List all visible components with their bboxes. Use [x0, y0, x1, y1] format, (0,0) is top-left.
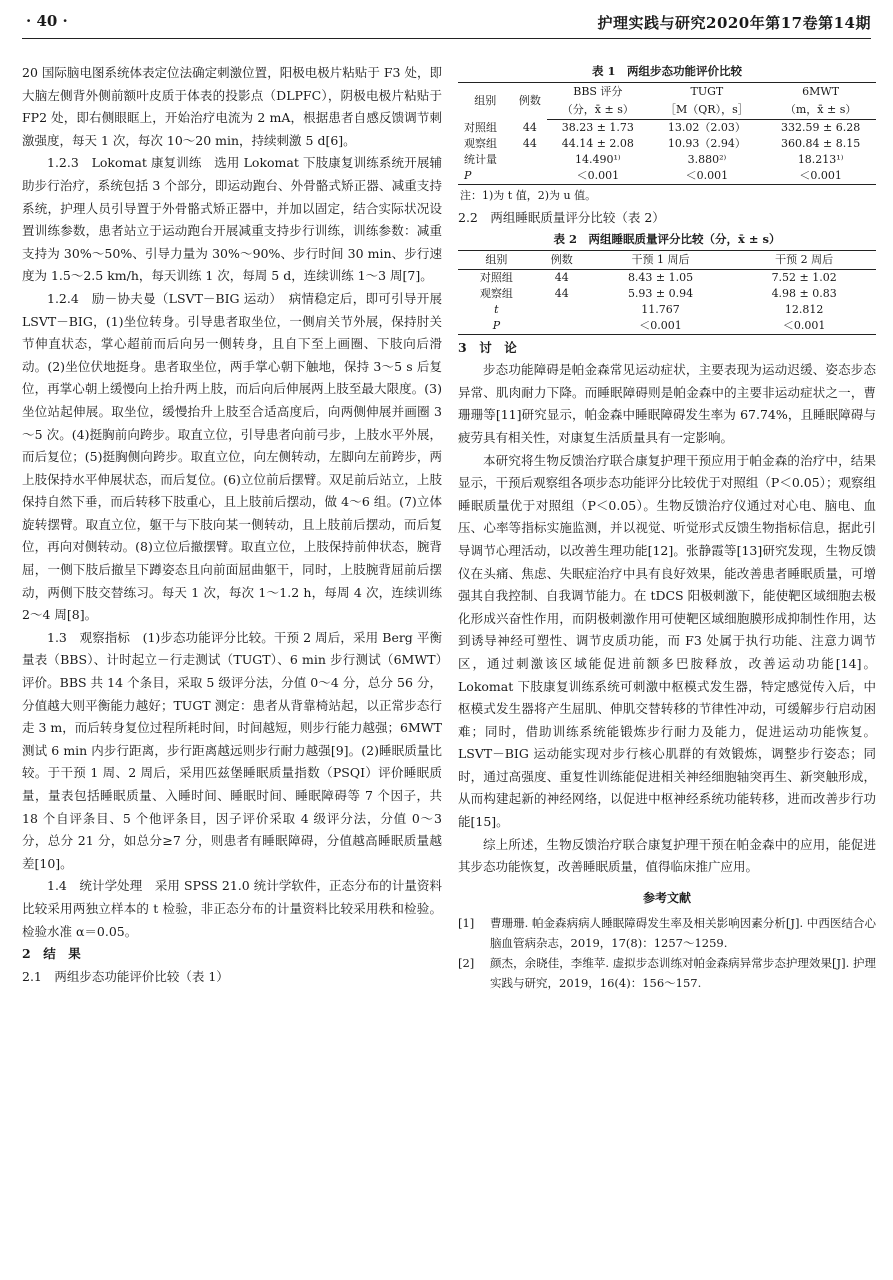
t2-header-group: 组别: [458, 250, 535, 269]
t2-header-week1: 干预 1 周后: [589, 250, 733, 269]
t1-unit-tugt: ［M（QR），s］: [649, 101, 766, 120]
paragraph-tdcs: 20 国际脑电图系统体表定位法确定刺激位置，阳极电极片粘贴于 F3 处，即大脑左侧背外侧前额叶皮质于体表的投影点（DLPFC），阴极电极片粘贴于 FP2 处，即右侧眼眶上，开始治疗电流为 2 mA，根据患者自感反馈调节刺激强度，每天 1 次，每次 10～20 min，持续刺激 5 d[6]。: [22, 65, 442, 148]
paragraph-statistics: 1.4 统计学处理 采用 SPSS 21.0 统计学软件，正态分布的计量资料比较采用两独立样本的 t 检验，非正态分布的计量资料比较采用秩和检验。检验水准 α＝0.05。: [22, 878, 442, 939]
table-row: P ＜0.001 ＜0.001: [458, 318, 876, 335]
heading-2-2: 2.2 两组睡眠质量评分比较（表 2）: [458, 210, 665, 225]
table-row: 统计量 14.490¹⁾ 3.880²⁾ 18.213¹⁾: [464, 153, 844, 166]
t1-header-n: 例数: [513, 83, 548, 120]
t1-unit-6mwt: （m，x̄ ± s）: [765, 101, 876, 120]
page-header: [22, 10, 871, 39]
table-sleep-quality: [458, 250, 876, 335]
right-column: [458, 62, 876, 993]
page-number: · 40 ·: [26, 12, 68, 30]
t1-unit-bbs: （分，x̄ ± s）: [547, 101, 648, 120]
t2-header-week2: 干预 2 周后: [732, 250, 876, 269]
heading-discussion: 3 讨 论: [458, 339, 517, 355]
reference-item: [2] 颜杰，余晓佳，李维苹. 虚拟步态训练对帕金森病异常步态护理效果[J]. 护理实践与研究，2019，16(4)：156～157.: [458, 956, 876, 991]
table-row: 观察组 44 5.93 ± 0.94 4.98 ± 0.83: [479, 286, 837, 300]
table-row: t 11.767 12.812: [494, 302, 824, 316]
t2-header-n: 例数: [535, 250, 589, 269]
t1-header-6mwt: 6MWT: [765, 83, 876, 102]
table-row: 对照组 44 38.23 ± 1.73 13.02（2.03） 332.59 ± 6.28: [464, 120, 861, 134]
paragraph-conclusion: 综上所述，生物反馈治疗联合康复护理干预在帕金森中的应用，能促进其步态功能恢复，改善睡眠质量，值得临床推广应用。: [458, 836, 876, 875]
t1-header-group: 组别: [458, 83, 513, 120]
paragraph-lsvt-big: 1.2.4 励－协夫曼（LSVT－BIG 运动） 病情稳定后，即可引导开展 LSVT－BIG，(1)坐位转身。引导患者取坐位，一侧肩关节外展，保持肘关节伸直状态，掌心超前而后向另一侧转身，且自下至上画圈、下肢向后滑动。(2)坐位伏地挺身。患者取坐位，两手掌心朝下触地，保持 3～5 s 后复位，再掌心朝上缓慢向上抬升两上肢，而后向后伸展两上肢至最大限度。(3)坐位站起伸展。取坐位，缓慢抬升上肢至合适高度后，向两侧伸展并画圈 3～5 次。(4)挺胸前向跨步。取直立位，引导患者向前弓步，上肢水平外展，而后复位；(5)挺胸侧向跨步。取直立位，向左侧转动，左脚向左前跨步，两上肢保持水平伸展状态，而后复位。(6)立位前后摆臂。双足前后站立，上肢保持自然下垂，而后转移下肢重心，且上肢前后摆动，做 4～6 组。(7)立体旋转摆臂。取直立位，躯干与下肢向某一侧转动，且上肢前后摆动，而后复位，再向对侧转动。(8)立位后撤摆臂。取直立位，上肢保持前伸状态，腕背屈，一侧下肢后撤呈下蹲姿态且向前面屈曲躯干，同时，上肢腕背屈前后摆动，两侧下肢交替练习。每天 1 次，每次 1～1.2 h，每周 4 次，连续训练 2～4 周[8]。: [22, 290, 442, 623]
paragraph-observation: 1.3 观察指标 (1)步态功能评分比较。干预 2 周后，采用 Berg 平衡量表（BBS）、计时起立－行走测试（TUGT）、6 min 步行测试（6MWT）评价。BBS 共 14 个条目，采取 5 级评分法，分值 0～4 分，总分 56 分，分值越大则平衡能力越好；TUGT 测定：患者从背靠椅站起，以正常步态行走 3 m，而后转身复位过程所耗时间，时间越短，则步行能力越强；6MWT 测试 6 min 内步行距离，步行距离越远则步行耐力越强[9]。(2)睡眠质量比较。于干预 1 周、2 周后，采用匹兹堡睡眠质量指数（PSQI）评价睡眠质量，量表包括睡眠质量、入睡时间、睡眠时间、睡眠障碍等 7 个因子，共 18 个自评条目、5 个他评条目，因子评价采取 4 级评分法，分值 0～3 分，总分 21 分，如总分≥7 分，则患者有睡眠障碍，分值越高睡眠质量越差[10]。: [22, 629, 442, 871]
paragraph-discussion-1: 步态功能障碍是帕金森常见运动症状，主要表现为运动迟缓、姿态步态异常、肌肉耐力下降。而睡眠障碍则是帕金森中的主要非运动症状之一，曹珊珊等[11]研究显示，帕金森中睡眠障碍发生率为 67.74%，且睡眠障碍与疲劳具有相关性，对康复生活质量具有一定影响。: [458, 362, 876, 445]
heading-2-1: 2.1 两组步态功能评价比较（表 1）: [22, 968, 229, 984]
reference-item: [1] 曹珊珊. 帕金森病病人睡眠障碍发生率及相关影响因素分析[J]. 中西医结合心脑血管病杂志，2019，17(8)：1257～1259.: [458, 916, 876, 951]
table-gait-function: [458, 82, 876, 185]
table-row: P ＜0.001 ＜0.001 ＜0.001: [458, 168, 876, 185]
t1-header-bbs: BBS 评分: [547, 83, 648, 102]
table-row: 观察组 44 44.14 ± 2.08 10.93（2.94） 360.84 ± 8.15: [464, 137, 861, 150]
table2-caption: 表 2 两组睡眠质量评分比较（分，x̄ ± s）: [553, 231, 781, 246]
journal-title: 护理实践与研究2020年第17卷第14期: [597, 14, 871, 32]
t1-header-tugt: TUGT: [649, 83, 766, 102]
table1-caption: 表 1 两组步态功能评价比较: [591, 64, 742, 78]
table-row: 对照组 44 8.43 ± 1.05 7.52 ± 1.02: [479, 270, 837, 284]
paragraph-discussion-2: 本研究将生物反馈治疗联合康复护理干预应用于帕金森的治疗中，结果显示，干预后观察组各项步态功能评分比较优于对照组（P＜0.05）；观察组睡眠质量优于对照组（P＜0.05）。生物反馈治疗仪通过对心电、脑电、血压、心率等指标实施监测，并以视觉、听觉形式反馈生物指标信息，据此引导调节心理活动，以改善生理功能[12]。张静霞等[13]研究发现，生物反馈仪在头痛、焦虑、失眠症治疗中具有良好效果，能改善患者睡眠质量，可增强其自我控制、自我调节能力。在 tDCS 阳极刺激下，能使靶区域细胞去极化形成兴奋性作用，而阴极刺激作用可使靶区域细胞膜形成抑制性作用，达到诱导神经可塑性、调节皮质功能，而 F3 处属于执行功能、注意力调节区，通过刺激该区域能促进前额多巴胺释放，改善运动功能[14]。Lokomat 下肢康复训练系统可刺激中枢模式发生器，特定感觉传入后，中枢模式发生器将产生屈肌、伸肌交替转移的节律性冲动，可缓解步行启动困难；同时，借助训练系统能锻炼步行耐力及能力，促进运动功能恢复。LSVT－BIG 运动能实现对步行核心肌群的有效锻炼，调整步行姿态；同时，通过高强度、重复性训练能促进相关神经细胞轴突再生、新突触形成，从而构建起新的神经网络，以促进中枢神经系统功能转移，进而改善步行功能[15]。: [458, 452, 876, 830]
heading-results: 2 结 果: [22, 946, 81, 962]
table1-note: 注：1)为 t 值，2)为 u 值。: [460, 189, 597, 202]
paragraph-lokomat: 1.2.3 Lokomat 康复训练 选用 Lokomat 下肢康复训练系统开展辅助步行治疗，系统包括 3 个部分，即运动跑台、外骨骼式矫正器、减重支持系统，护理人员引导置于外骨骼式矫正器中，并加以固定，结合实际状况设置训练参数，患者站立于运动跑台开展减重支持步行训练，训练参数：减重支持为 30%～50%、引导力量为 30%～90%、步行时间 30 min、步行速度为 1.5～2.5 km/h，每天训练 1 次，每周 5 d，连续训练 1～3 周[7]。: [22, 155, 442, 284]
references-title: 参考文献: [642, 890, 691, 905]
left-column: [22, 62, 442, 988]
